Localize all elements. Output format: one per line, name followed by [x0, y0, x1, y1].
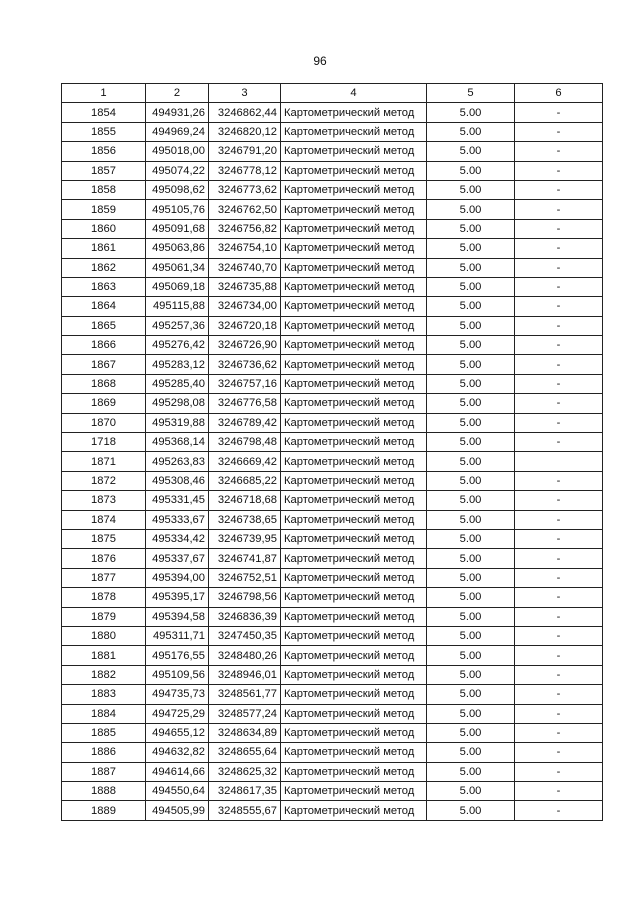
note-cell: -	[515, 762, 603, 781]
x-coordinate-cell: 495394,58	[146, 607, 209, 626]
method-cell: Картометрический метод	[281, 568, 427, 587]
point-number-cell: 1875	[62, 529, 146, 548]
header-row	[62, 84, 603, 103]
note-cell: -	[515, 568, 603, 587]
accuracy-cell: 5.00	[427, 316, 515, 335]
note-cell: -	[515, 471, 603, 490]
table-row	[62, 277, 603, 296]
page-number: 96	[313, 54, 327, 68]
y-coordinate-cell: 3246776,58	[209, 394, 281, 413]
accuracy-cell: 5.00	[427, 355, 515, 374]
point-number-cell: 1861	[62, 239, 146, 258]
y-coordinate-cell: 3246739,95	[209, 529, 281, 548]
table-row	[62, 452, 603, 471]
note-cell: -	[515, 529, 603, 548]
method-cell: Картометрический метод	[281, 219, 427, 238]
y-coordinate-cell: 3246736,62	[209, 355, 281, 374]
y-coordinate-cell: 3246735,88	[209, 277, 281, 296]
table-row	[62, 336, 603, 355]
point-number-cell: 1718	[62, 433, 146, 452]
table-row	[62, 646, 603, 665]
note-cell: -	[515, 122, 603, 141]
note-cell: -	[515, 219, 603, 238]
accuracy-cell: 5.00	[427, 219, 515, 238]
x-coordinate-cell: 495319,88	[146, 413, 209, 432]
accuracy-cell: 5.00	[427, 568, 515, 587]
note-cell: -	[515, 258, 603, 277]
method-cell: Картометрический метод	[281, 180, 427, 199]
table-row	[62, 103, 603, 122]
accuracy-cell: 5.00	[427, 239, 515, 258]
x-coordinate-cell: 495257,36	[146, 316, 209, 335]
note-cell: -	[515, 433, 603, 452]
x-coordinate-cell: 495337,67	[146, 549, 209, 568]
y-coordinate-cell: 3246836,39	[209, 607, 281, 626]
y-coordinate-cell: 3248655,64	[209, 743, 281, 762]
x-coordinate-cell: 495109,56	[146, 665, 209, 684]
column-header: 5	[427, 84, 515, 103]
x-coordinate-cell: 495105,76	[146, 200, 209, 219]
method-cell: Картометрический метод	[281, 374, 427, 393]
x-coordinate-cell: 495091,68	[146, 219, 209, 238]
table-row	[62, 588, 603, 607]
method-cell: Картометрический метод	[281, 646, 427, 665]
note-cell: -	[515, 665, 603, 684]
x-coordinate-cell: 495263,83	[146, 452, 209, 471]
point-number-cell: 1881	[62, 646, 146, 665]
y-coordinate-cell: 3246669,42	[209, 452, 281, 471]
point-number-cell: 1882	[62, 665, 146, 684]
table-row	[62, 762, 603, 781]
point-number-cell: 1865	[62, 316, 146, 335]
x-coordinate-cell: 494632,82	[146, 743, 209, 762]
note-cell: -	[515, 413, 603, 432]
x-coordinate-cell: 495368,14	[146, 433, 209, 452]
note-cell: -	[515, 374, 603, 393]
table-row	[62, 122, 603, 141]
accuracy-cell: 5.00	[427, 413, 515, 432]
y-coordinate-cell: 3246757,16	[209, 374, 281, 393]
point-number-cell: 1869	[62, 394, 146, 413]
x-coordinate-cell: 495308,46	[146, 471, 209, 490]
method-cell: Картометрический метод	[281, 161, 427, 180]
table-row	[62, 433, 603, 452]
table-row	[62, 782, 603, 801]
y-coordinate-cell: 3248555,67	[209, 801, 281, 820]
method-cell: Картометрический метод	[281, 316, 427, 335]
note-cell: -	[515, 394, 603, 413]
x-coordinate-cell: 494505,99	[146, 801, 209, 820]
method-cell: Картометрический метод	[281, 200, 427, 219]
accuracy-cell: 5.00	[427, 665, 515, 684]
y-coordinate-cell: 3246738,65	[209, 510, 281, 529]
table-row	[62, 704, 603, 723]
table-row	[62, 239, 603, 258]
accuracy-cell: 5.00	[427, 529, 515, 548]
x-coordinate-cell: 495331,45	[146, 491, 209, 510]
method-cell: Картометрический метод	[281, 549, 427, 568]
note-cell: -	[515, 142, 603, 161]
point-number-cell: 1872	[62, 471, 146, 490]
accuracy-cell: 5.00	[427, 607, 515, 626]
point-number-cell: 1888	[62, 782, 146, 801]
table-row	[62, 219, 603, 238]
point-number-cell: 1866	[62, 336, 146, 355]
table-row	[62, 258, 603, 277]
x-coordinate-cell: 495115,88	[146, 297, 209, 316]
accuracy-cell: 5.00	[427, 685, 515, 704]
method-cell: Картометрический метод	[281, 762, 427, 781]
x-coordinate-cell: 495069,18	[146, 277, 209, 296]
y-coordinate-cell: 3248561,77	[209, 685, 281, 704]
point-number-cell: 1873	[62, 491, 146, 510]
point-number-cell: 1856	[62, 142, 146, 161]
note-cell: -	[515, 510, 603, 529]
method-cell: Картометрический метод	[281, 723, 427, 742]
y-coordinate-cell: 3246798,48	[209, 433, 281, 452]
y-coordinate-cell: 3246734,00	[209, 297, 281, 316]
method-cell: Картометрический метод	[281, 433, 427, 452]
x-coordinate-cell: 495395,17	[146, 588, 209, 607]
y-coordinate-cell: 3246798,56	[209, 588, 281, 607]
x-coordinate-cell: 495061,34	[146, 258, 209, 277]
note-cell: -	[515, 239, 603, 258]
table-row	[62, 355, 603, 374]
table-row	[62, 491, 603, 510]
y-coordinate-cell: 3246789,42	[209, 413, 281, 432]
y-coordinate-cell: 3248617,35	[209, 782, 281, 801]
x-coordinate-cell: 494931,26	[146, 103, 209, 122]
x-coordinate-cell: 495311,71	[146, 626, 209, 645]
point-number-cell: 1886	[62, 743, 146, 762]
note-cell: -	[515, 588, 603, 607]
table-row	[62, 471, 603, 490]
y-coordinate-cell: 3248577,24	[209, 704, 281, 723]
method-cell: Картометрический метод	[281, 277, 427, 296]
method-cell: Картометрический метод	[281, 142, 427, 161]
accuracy-cell: 5.00	[427, 394, 515, 413]
note-cell: -	[515, 161, 603, 180]
point-number-cell: 1868	[62, 374, 146, 393]
point-number-cell: 1887	[62, 762, 146, 781]
note-cell: -	[515, 626, 603, 645]
method-cell: Картометрический метод	[281, 588, 427, 607]
accuracy-cell: 5.00	[427, 122, 515, 141]
table-body	[62, 103, 603, 820]
table-row	[62, 529, 603, 548]
method-cell: Картометрический метод	[281, 297, 427, 316]
x-coordinate-cell: 495276,42	[146, 336, 209, 355]
note-cell: -	[515, 180, 603, 199]
point-number-cell: 1879	[62, 607, 146, 626]
point-number-cell: 1884	[62, 704, 146, 723]
y-coordinate-cell: 3246741,87	[209, 549, 281, 568]
y-coordinate-cell: 3246718,68	[209, 491, 281, 510]
method-cell: Картометрический метод	[281, 336, 427, 355]
note-cell: -	[515, 336, 603, 355]
x-coordinate-cell: 495334,42	[146, 529, 209, 548]
accuracy-cell: 5.00	[427, 471, 515, 490]
table-row	[62, 685, 603, 704]
accuracy-cell: 5.00	[427, 452, 515, 471]
note-cell	[515, 452, 603, 471]
y-coordinate-cell: 3246740,70	[209, 258, 281, 277]
method-cell: Картометрический метод	[281, 258, 427, 277]
point-number-cell: 1889	[62, 801, 146, 820]
y-coordinate-cell: 3248625,32	[209, 762, 281, 781]
method-cell: Картометрический метод	[281, 122, 427, 141]
table-row	[62, 142, 603, 161]
table-row	[62, 723, 603, 742]
accuracy-cell: 5.00	[427, 180, 515, 199]
note-cell: -	[515, 103, 603, 122]
accuracy-cell: 5.00	[427, 762, 515, 781]
x-coordinate-cell: 495298,08	[146, 394, 209, 413]
accuracy-cell: 5.00	[427, 161, 515, 180]
method-cell: Картометрический метод	[281, 665, 427, 684]
method-cell: Картометрический метод	[281, 685, 427, 704]
x-coordinate-cell: 494614,66	[146, 762, 209, 781]
x-coordinate-cell: 495333,67	[146, 510, 209, 529]
column-header: 2	[146, 84, 209, 103]
accuracy-cell: 5.00	[427, 297, 515, 316]
accuracy-cell: 5.00	[427, 626, 515, 645]
note-cell: -	[515, 743, 603, 762]
x-coordinate-cell: 495285,40	[146, 374, 209, 393]
point-number-cell: 1871	[62, 452, 146, 471]
point-number-cell: 1877	[62, 568, 146, 587]
table-row	[62, 413, 603, 432]
method-cell: Картометрический метод	[281, 452, 427, 471]
method-cell: Картометрический метод	[281, 491, 427, 510]
table-row	[62, 394, 603, 413]
coordinates-table	[61, 83, 603, 821]
accuracy-cell: 5.00	[427, 374, 515, 393]
x-coordinate-cell: 495098,62	[146, 180, 209, 199]
point-number-cell: 1863	[62, 277, 146, 296]
x-coordinate-cell: 495176,55	[146, 646, 209, 665]
table-row	[62, 161, 603, 180]
note-cell: -	[515, 355, 603, 374]
accuracy-cell: 5.00	[427, 142, 515, 161]
table-row	[62, 665, 603, 684]
note-cell: -	[515, 704, 603, 723]
method-cell: Картометрический метод	[281, 782, 427, 801]
table-row	[62, 568, 603, 587]
accuracy-cell: 5.00	[427, 801, 515, 820]
method-cell: Картометрический метод	[281, 801, 427, 820]
accuracy-cell: 5.00	[427, 588, 515, 607]
table-row	[62, 549, 603, 568]
y-coordinate-cell: 3246778,12	[209, 161, 281, 180]
y-coordinate-cell: 3246773,62	[209, 180, 281, 199]
note-cell: -	[515, 782, 603, 801]
note-cell: -	[515, 277, 603, 296]
point-number-cell: 1885	[62, 723, 146, 742]
point-number-cell: 1883	[62, 685, 146, 704]
y-coordinate-cell: 3248946,01	[209, 665, 281, 684]
accuracy-cell: 5.00	[427, 510, 515, 529]
method-cell: Картометрический метод	[281, 607, 427, 626]
method-cell: Картометрический метод	[281, 743, 427, 762]
point-number-cell: 1855	[62, 122, 146, 141]
point-number-cell: 1878	[62, 588, 146, 607]
y-coordinate-cell: 3246820,12	[209, 122, 281, 141]
table-row	[62, 200, 603, 219]
x-coordinate-cell: 495074,22	[146, 161, 209, 180]
table-row	[62, 297, 603, 316]
method-cell: Картометрический метод	[281, 103, 427, 122]
y-coordinate-cell: 3246762,50	[209, 200, 281, 219]
table-row	[62, 626, 603, 645]
point-number-cell: 1864	[62, 297, 146, 316]
method-cell: Картометрический метод	[281, 626, 427, 645]
accuracy-cell: 5.00	[427, 200, 515, 219]
point-number-cell: 1858	[62, 180, 146, 199]
column-header: 4	[281, 84, 427, 103]
y-coordinate-cell: 3246752,51	[209, 568, 281, 587]
column-header: 3	[209, 84, 281, 103]
x-coordinate-cell: 494969,24	[146, 122, 209, 141]
y-coordinate-cell: 3246754,10	[209, 239, 281, 258]
x-coordinate-cell: 494655,12	[146, 723, 209, 742]
method-cell: Картометрический метод	[281, 394, 427, 413]
table-row	[62, 374, 603, 393]
y-coordinate-cell: 3246756,82	[209, 219, 281, 238]
accuracy-cell: 5.00	[427, 743, 515, 762]
table-row	[62, 316, 603, 335]
note-cell: -	[515, 723, 603, 742]
point-number-cell: 1876	[62, 549, 146, 568]
column-header: 6	[515, 84, 603, 103]
method-cell: Картометрический метод	[281, 510, 427, 529]
method-cell: Картометрический метод	[281, 471, 427, 490]
accuracy-cell: 5.00	[427, 433, 515, 452]
accuracy-cell: 5.00	[427, 782, 515, 801]
x-coordinate-cell: 495394,00	[146, 568, 209, 587]
table-row	[62, 180, 603, 199]
point-number-cell: 1860	[62, 219, 146, 238]
note-cell: -	[515, 491, 603, 510]
x-coordinate-cell: 494725,29	[146, 704, 209, 723]
note-cell: -	[515, 549, 603, 568]
table-row	[62, 743, 603, 762]
point-number-cell: 1870	[62, 413, 146, 432]
point-number-cell: 1874	[62, 510, 146, 529]
method-cell: Картометрический метод	[281, 529, 427, 548]
column-header: 1	[62, 84, 146, 103]
y-coordinate-cell: 3247450,35	[209, 626, 281, 645]
accuracy-cell: 5.00	[427, 336, 515, 355]
accuracy-cell: 5.00	[427, 491, 515, 510]
accuracy-cell: 5.00	[427, 103, 515, 122]
point-number-cell: 1867	[62, 355, 146, 374]
x-coordinate-cell: 494735,73	[146, 685, 209, 704]
point-number-cell: 1862	[62, 258, 146, 277]
note-cell: -	[515, 316, 603, 335]
note-cell: -	[515, 200, 603, 219]
y-coordinate-cell: 3246726,90	[209, 336, 281, 355]
accuracy-cell: 5.00	[427, 277, 515, 296]
accuracy-cell: 5.00	[427, 646, 515, 665]
method-cell: Картометрический метод	[281, 355, 427, 374]
accuracy-cell: 5.00	[427, 704, 515, 723]
table-header	[62, 84, 603, 103]
note-cell: -	[515, 607, 603, 626]
point-number-cell: 1859	[62, 200, 146, 219]
y-coordinate-cell: 3248480,26	[209, 646, 281, 665]
method-cell: Картометрический метод	[281, 413, 427, 432]
x-coordinate-cell: 495018,00	[146, 142, 209, 161]
accuracy-cell: 5.00	[427, 549, 515, 568]
note-cell: -	[515, 646, 603, 665]
x-coordinate-cell: 494550,64	[146, 782, 209, 801]
note-cell: -	[515, 297, 603, 316]
table-row	[62, 607, 603, 626]
y-coordinate-cell: 3246720,18	[209, 316, 281, 335]
method-cell: Картометрический метод	[281, 704, 427, 723]
x-coordinate-cell: 495283,12	[146, 355, 209, 374]
method-cell: Картометрический метод	[281, 239, 427, 258]
y-coordinate-cell: 3246685,22	[209, 471, 281, 490]
y-coordinate-cell: 3246791,20	[209, 142, 281, 161]
point-number-cell: 1880	[62, 626, 146, 645]
y-coordinate-cell: 3248634,89	[209, 723, 281, 742]
accuracy-cell: 5.00	[427, 258, 515, 277]
point-number-cell: 1854	[62, 103, 146, 122]
note-cell: -	[515, 801, 603, 820]
y-coordinate-cell: 3246862,44	[209, 103, 281, 122]
table-row	[62, 801, 603, 820]
x-coordinate-cell: 495063,86	[146, 239, 209, 258]
point-number-cell: 1857	[62, 161, 146, 180]
table-row	[62, 510, 603, 529]
accuracy-cell: 5.00	[427, 723, 515, 742]
note-cell: -	[515, 685, 603, 704]
